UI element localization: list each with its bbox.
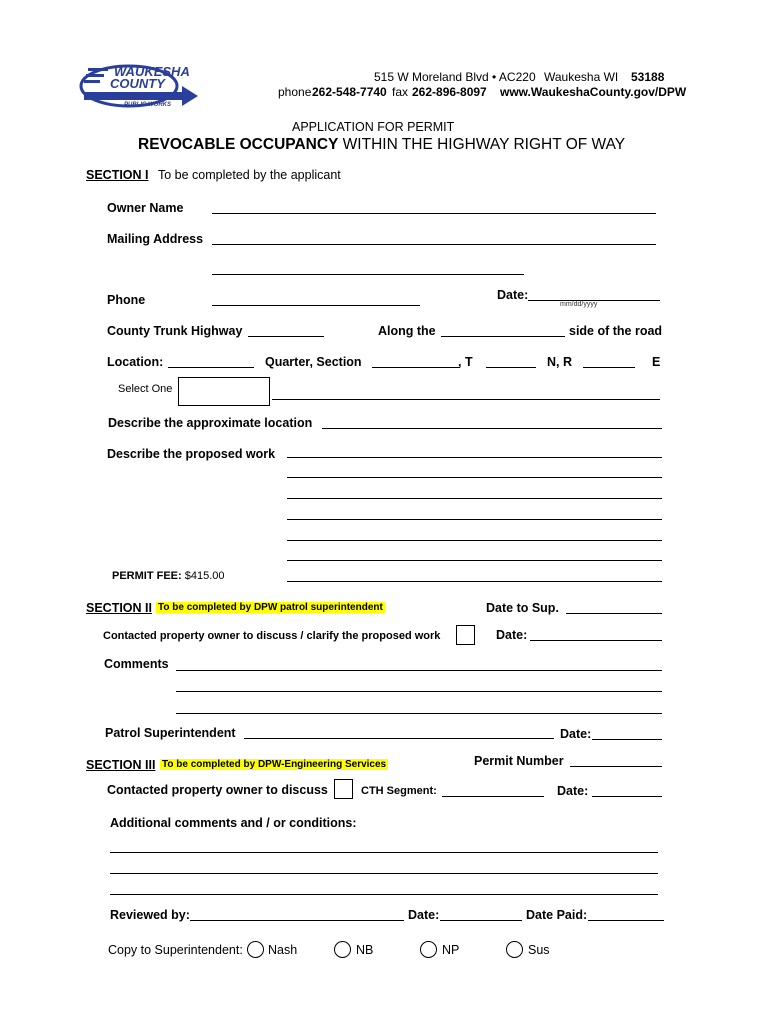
comments-field-1[interactable] <box>176 670 662 671</box>
header-address: 515 W Moreland Blvd • AC220 <box>374 70 536 84</box>
location-field[interactable] <box>168 367 254 368</box>
header-fax-label: fax <box>392 85 409 99</box>
cth-label: County Trunk Highway <box>107 324 243 338</box>
radio-np[interactable] <box>420 941 437 958</box>
reviewed-date-field[interactable] <box>440 920 522 921</box>
describe-work-field-3[interactable] <box>287 498 662 499</box>
main-title-bold: REVOCABLE OCCUPANCY <box>138 136 339 153</box>
reviewed-by-field[interactable] <box>190 920 404 921</box>
header-zip: 53188 <box>631 70 665 84</box>
section2-heading: SECTION II <box>86 601 152 615</box>
application-title: APPLICATION FOR PERMIT <box>292 120 455 134</box>
describe-work-field-5[interactable] <box>287 540 662 541</box>
describe-work-field-7[interactable] <box>287 581 662 582</box>
date-to-sup-field[interactable] <box>566 613 662 614</box>
main-title-rest: WITHIN THE HIGHWAY RIGHT OF WAY <box>338 136 626 153</box>
describe-location-field[interactable] <box>322 428 662 429</box>
mailing-address-field[interactable] <box>212 244 656 245</box>
n-r-label: N, R <box>547 355 572 369</box>
along-the-field[interactable] <box>441 336 565 337</box>
section3-heading: SECTION III <box>86 758 156 772</box>
section3-contacted-checkbox[interactable] <box>334 779 353 799</box>
range-field[interactable] <box>583 367 635 368</box>
township-field[interactable] <box>486 367 536 368</box>
permit-number-field[interactable] <box>570 766 662 767</box>
permit-fee <box>112 570 225 582</box>
section2-highlight: To be completed by DPW patrol superintendent <box>158 602 383 613</box>
permit-number-label: Permit Number <box>474 754 564 768</box>
section3-contacted-label: Contacted property owner to discuss <box>107 783 328 797</box>
phone-field[interactable] <box>212 305 420 306</box>
patrol-date-label: Date: <box>560 727 592 741</box>
header-phone: 262-548-7740 <box>312 85 387 99</box>
date-paid-field[interactable] <box>588 920 664 921</box>
cth-segment-label: CTH Segment: <box>361 785 437 797</box>
section3-date-label: Date: <box>557 784 589 798</box>
patrol-sup-label: Patrol Superintendent <box>105 726 236 740</box>
reviewed-by-label: Reviewed by: <box>110 908 190 922</box>
main-title <box>138 136 625 154</box>
section1-heading: SECTION I <box>86 168 149 182</box>
logo-line1: WAUKESHA <box>114 64 190 79</box>
date-label: Date: <box>497 288 529 302</box>
permit-fee-label: PERMIT FEE: <box>112 570 182 582</box>
cth-field[interactable] <box>248 336 324 337</box>
section3-highlight: To be completed by DPW-Engineering Services <box>162 759 387 770</box>
section1-subtitle: To be completed by the applicant <box>158 168 341 182</box>
contacted-owner-label: Contacted property owner to discuss / clarify the proposed work <box>103 630 441 642</box>
describe-work-field-2[interactable] <box>287 477 662 478</box>
radio-nb[interactable] <box>334 941 351 958</box>
township-label: , T <box>458 355 473 369</box>
select-one-label: Select One <box>118 383 173 395</box>
location-label: Location: <box>107 355 164 369</box>
contacted-owner-checkbox[interactable] <box>456 625 475 645</box>
section-field[interactable] <box>372 367 460 368</box>
patrol-date-field[interactable] <box>592 739 662 740</box>
section2-date-field[interactable] <box>530 640 662 641</box>
describe-location-label: Describe the approximate location <box>108 416 313 430</box>
header-phone-label: phone <box>278 85 312 99</box>
phone-label: Phone <box>107 293 146 307</box>
header-fax: 262-896-8097 <box>412 85 487 99</box>
section2-date-label: Date: <box>496 628 528 642</box>
owner-name-label: Owner Name <box>107 201 184 215</box>
describe-work-field-1[interactable] <box>287 457 662 458</box>
mailing-address-label: Mailing Address <box>107 232 204 246</box>
patrol-sup-field[interactable] <box>244 738 554 739</box>
header-website[interactable]: www.WaukeshaCounty.gov/DPW <box>500 85 687 99</box>
cth-segment-field[interactable] <box>442 796 544 797</box>
radio-nash[interactable] <box>247 941 264 958</box>
location-extra-field[interactable] <box>272 399 660 400</box>
owner-name-field[interactable] <box>212 213 656 214</box>
comments-field-2[interactable] <box>176 691 662 692</box>
comments-label: Comments <box>104 657 169 671</box>
radio-np-label: NP <box>442 943 460 957</box>
date-to-sup-label: Date to Sup. <box>486 601 559 615</box>
comments-field-3[interactable] <box>176 713 662 714</box>
radio-sus[interactable] <box>506 941 523 958</box>
along-the-label: Along the <box>378 324 436 338</box>
describe-work-label: Describe the proposed work <box>107 447 276 461</box>
additional-field-3[interactable] <box>110 894 658 895</box>
additional-field-2[interactable] <box>110 873 658 874</box>
side-of-road-label: side of the road <box>569 324 663 338</box>
quarter-select-box[interactable] <box>178 377 270 406</box>
e-label: E <box>652 355 661 369</box>
date-paid-label: Date Paid: <box>526 908 588 922</box>
additional-field-1[interactable] <box>110 852 658 853</box>
describe-work-field-4[interactable] <box>287 519 662 520</box>
additional-comments-label: Additional comments and / or conditions: <box>110 816 357 830</box>
radio-nb-label: NB <box>356 943 374 957</box>
waukesha-county-logo <box>74 62 204 112</box>
radio-sus-label: Sus <box>528 943 550 957</box>
copy-to-sup-label: Copy to Superintendent: <box>108 943 243 957</box>
quarter-section-label: Quarter, Section <box>265 355 362 369</box>
header-city: Waukesha WI <box>544 70 619 84</box>
describe-work-field-6[interactable] <box>287 560 662 561</box>
radio-nash-label: Nash <box>268 943 298 957</box>
date-hint: mm/dd/yyyy <box>560 301 598 308</box>
permit-fee-value: $415.00 <box>184 570 225 582</box>
logo-line2: COUNTY <box>110 76 165 91</box>
reviewed-date-label: Date: <box>408 908 440 922</box>
section3-date-field[interactable] <box>592 796 662 797</box>
mailing-address-field-2[interactable] <box>212 274 524 275</box>
logo-line3: PUBLIC WORKS <box>124 102 171 108</box>
